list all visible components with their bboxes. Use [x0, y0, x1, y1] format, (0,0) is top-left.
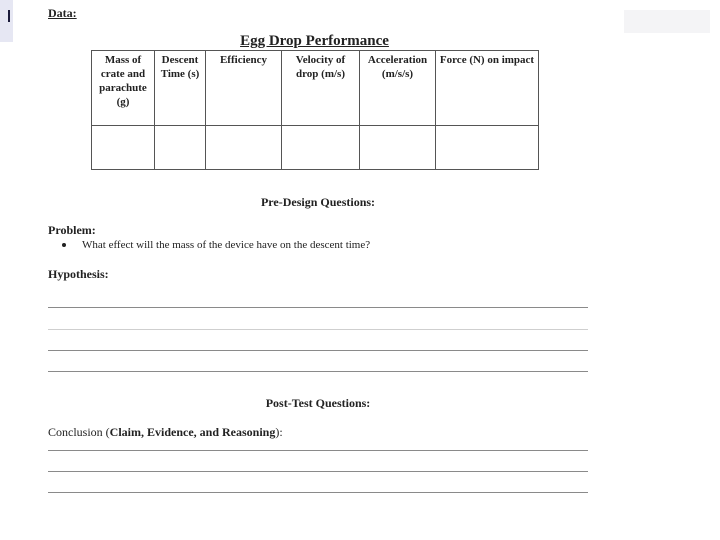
conclusion-label-end: ): [275, 425, 283, 439]
post-test-heading: Post-Test Questions: [265, 396, 371, 410]
conclusion-label [48, 425, 283, 440]
table-cell[interactable] [206, 126, 282, 170]
problem-bullet-item [62, 239, 370, 251]
hypothesis-answer-line[interactable] [48, 307, 588, 308]
conclusion-answer-line[interactable] [48, 471, 588, 472]
header-mass: Mass of crate and parachute (g) [92, 51, 155, 126]
table-cell[interactable] [155, 126, 206, 170]
header-force: Force (N) on impact [436, 51, 539, 126]
table-title: Egg Drop Performance [240, 33, 389, 49]
slide-edge-accent [0, 0, 13, 42]
header-velocity: Velocity of drop (m/s) [282, 51, 360, 126]
hypothesis-answer-line[interactable] [48, 329, 588, 330]
problem-question: What effect will the mass of the device have on the descent time? [82, 239, 371, 251]
bullet-icon [62, 243, 66, 247]
performance-table [91, 50, 539, 170]
hypothesis-answer-line[interactable] [48, 371, 588, 372]
table-row [92, 126, 539, 170]
header-descent-time: Descent Time (s) [155, 51, 206, 126]
table-header-row [92, 51, 539, 126]
hypothesis-answer-line[interactable] [48, 350, 588, 351]
header-efficiency: Efficiency [206, 51, 282, 126]
hypothesis-label: Hypothesis: [48, 267, 109, 281]
data-label: Data: [48, 6, 77, 20]
conclusion-label-start: Conclusion ( [48, 425, 110, 439]
slide-edge-mark [8, 10, 10, 22]
conclusion-label-bold: Claim, Evidence, and Reasoning [109, 425, 276, 439]
conclusion-answer-line[interactable] [48, 492, 588, 493]
header-acceleration: Acceleration (m/s/s) [360, 51, 436, 126]
table-cell[interactable] [360, 126, 436, 170]
table-cell[interactable] [436, 126, 539, 170]
conclusion-answer-line[interactable] [48, 450, 588, 451]
table-cell[interactable] [282, 126, 360, 170]
table-cell[interactable] [92, 126, 155, 170]
corner-smudge [624, 10, 710, 33]
pre-design-heading: Pre-Design Questions: [260, 195, 376, 209]
problem-label: Problem: [48, 223, 96, 237]
